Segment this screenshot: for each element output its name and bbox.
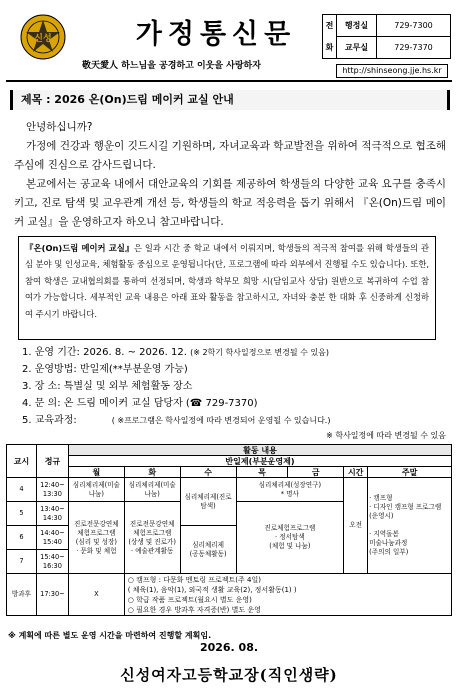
school-motto: 敬天愛人 하느님을 공경하고 이웃을 사랑하자	[82, 61, 261, 71]
homepage-url: http://shinseong.jje.hs.kr	[336, 64, 448, 78]
weekend-cell: · 캠프형 · 디자인 캠프형 프로그램(운영시) · 지역돌봄 미술나눔과정 (주의의 일부)	[368, 478, 452, 574]
day-fri: 금	[288, 467, 344, 478]
col-hours: 시간	[344, 467, 368, 478]
wed-top-cell: 심리체리제(진로탐색)	[180, 478, 236, 526]
time-4: 12:40~ 13:30	[36, 478, 68, 502]
body-paragraph-1: 가정에 건강과 행운이 깃드시길 기원하며, 자녀교육과 학교발전을 위하여 적극적으로 협조해 주심에 진심으로 감사드립니다.	[14, 140, 446, 171]
half-day-header: 반일제(부분운영제)	[68, 456, 451, 467]
period-5: 5	[7, 502, 37, 526]
col-weekend: 주말	[368, 467, 452, 478]
letter-header	[6, 6, 452, 82]
header-divider	[6, 80, 452, 82]
info-contact: 4. 문 의: 온 드림 메이커 교실 담당자 (☎ 729-7370)	[22, 398, 258, 409]
info-curriculum: 5. 교육과정: ( ※프로그램은 학사일정에 따라 변경되어 운영될 수 있습니다.)	[22, 415, 331, 426]
phone-icon: ☎	[189, 398, 203, 409]
mon-top-cell: 심리체리제(미술 나눔)	[68, 478, 124, 502]
thu-mid-cell: 진로체험프로그램 · 정서탐색 (체험 및 나눔)	[236, 502, 344, 574]
wed-mid-cell: 심리체리제 (공동체활동)	[180, 526, 236, 574]
phone-label: 전 화	[323, 15, 337, 59]
after-item: ○ 필요한 경우 방과후 자격증(반) 별도 운영	[127, 605, 261, 614]
day-tue: 화	[124, 467, 180, 478]
office-label: 행정실	[337, 15, 377, 37]
day-wed: 수	[180, 467, 236, 478]
after-item: ( 체육(1), 음악(1), 외국적 생활 교육(2), 정서활동(1) )	[127, 585, 297, 594]
teachers-office-number: 729-7370	[377, 37, 451, 59]
time-7: 15:40~ 16:30	[36, 550, 68, 574]
after-item: ○ 캠프형 : 다문화 멘토링 프로젝트(주 4일)	[127, 575, 261, 584]
greeting: 안녕하십니까?	[26, 121, 93, 133]
office-number: 729-7300	[377, 15, 451, 37]
period-6: 6	[7, 526, 37, 550]
plan-note: ※ 계획에 따른 별도 운영 시간을 마련하여 진행할 계획임.	[8, 631, 212, 640]
schedule-table	[6, 444, 452, 616]
activity-header: 활동 내용	[68, 445, 451, 456]
time-6: 14:40~ 15:40	[36, 526, 68, 550]
info-method: 2. 운영방법: 반일제(**부분운영 가능)	[22, 364, 188, 375]
school-seal	[20, 14, 66, 60]
thu-top-cell: 심리체리제(성장연구) * 명사	[236, 478, 344, 502]
col-regular: 정규	[36, 445, 68, 478]
after-school-time: 17:30~	[36, 574, 68, 616]
issue-date: 2026. 08.	[199, 641, 259, 654]
notice-text: 은 일과 시간 중 학교 내에서 이뤄지며, 학생들의 적극적 참여를 위해 학생들의 관심 분야 및 인성교육, 체험활동 중심으로 운영됩니다(단, 프로그램에 따라 외부에서 진행될 수도 있습니다). 또한, 참여 학생은 교내협의회를 통하여 선정되며, 학생과 학부모 희망 시(담임교사 상담) 원반으로 복귀하여 수업 참여가 가능합니다. 세부적인 교육 내용은 아래 표와 활동을 참고하시고, 자녀와 충분 한 대화 후 신중하게 신청하여 주시기 바랍니다.	[25, 243, 429, 319]
info-location: 3. 장 소: 특별실 및 외부 체험활동 장소	[22, 381, 193, 392]
subject-line: 제목 : 2026 온(On)드림 메이커 교실 안내	[10, 90, 450, 110]
info-period: 1. 운영 기간: 2026. 8. ~ 2026. 12. (※ 2학기 학사일정으로 변경될 수 있음)	[22, 347, 330, 358]
after-school-label: 방과후	[7, 574, 37, 616]
svg-text:신성: 신성	[34, 34, 52, 44]
body-paragraph-2: 본교에서는 공교육 내에서 대안교육의 기회를 제공하여 학생들의 다양한 교육 요구를 충족시키고, 진로 탐색 및 교우관계 개선 등, 학생들의 학교 적응력을 돕기 위해서 『온(On)드림 메이커 교실』을 운영하고자 하오니 참고바랍니다.	[14, 178, 446, 228]
col-period: 교시	[7, 445, 37, 478]
program-name: 『온(On)드림 메이커 교실』	[25, 243, 134, 253]
day-mon: 월	[68, 467, 124, 478]
period-4: 4	[7, 478, 37, 502]
period-7: 7	[7, 550, 37, 574]
newsletter-title: 가정통신문	[135, 19, 297, 50]
schedule-change-note: ※ 학사일정에 따라 변경될 수 있음	[326, 431, 446, 440]
contact-table	[322, 14, 451, 59]
after-school-mark: X	[68, 574, 124, 616]
day-thu: 목	[236, 467, 288, 478]
tue-top-cell: 심리체리제(미술 나눔)	[124, 478, 180, 502]
time-5: 13:40~ 14:30	[36, 502, 68, 526]
mon-mid-cell: 진로전문강연체 체험프로그램 (심리 및 성장) · 문화 및 체험	[68, 502, 124, 574]
after-school-programs	[124, 574, 451, 616]
principal-signature: 신성여자고등학교장(직인생략)	[120, 666, 338, 684]
program-notice-box	[18, 236, 436, 340]
tue-mid-cell: 진로전문강연체 체험프로그램 (상생 및 진로가) · 예술관계활동	[124, 502, 180, 574]
after-item: ○ 학급 작품 프로젝트(월요시 별도 운영)	[127, 595, 252, 604]
teachers-office-label: 교무실	[337, 37, 377, 59]
program-info-list	[22, 344, 330, 429]
hours-cell: 오전	[344, 478, 368, 574]
